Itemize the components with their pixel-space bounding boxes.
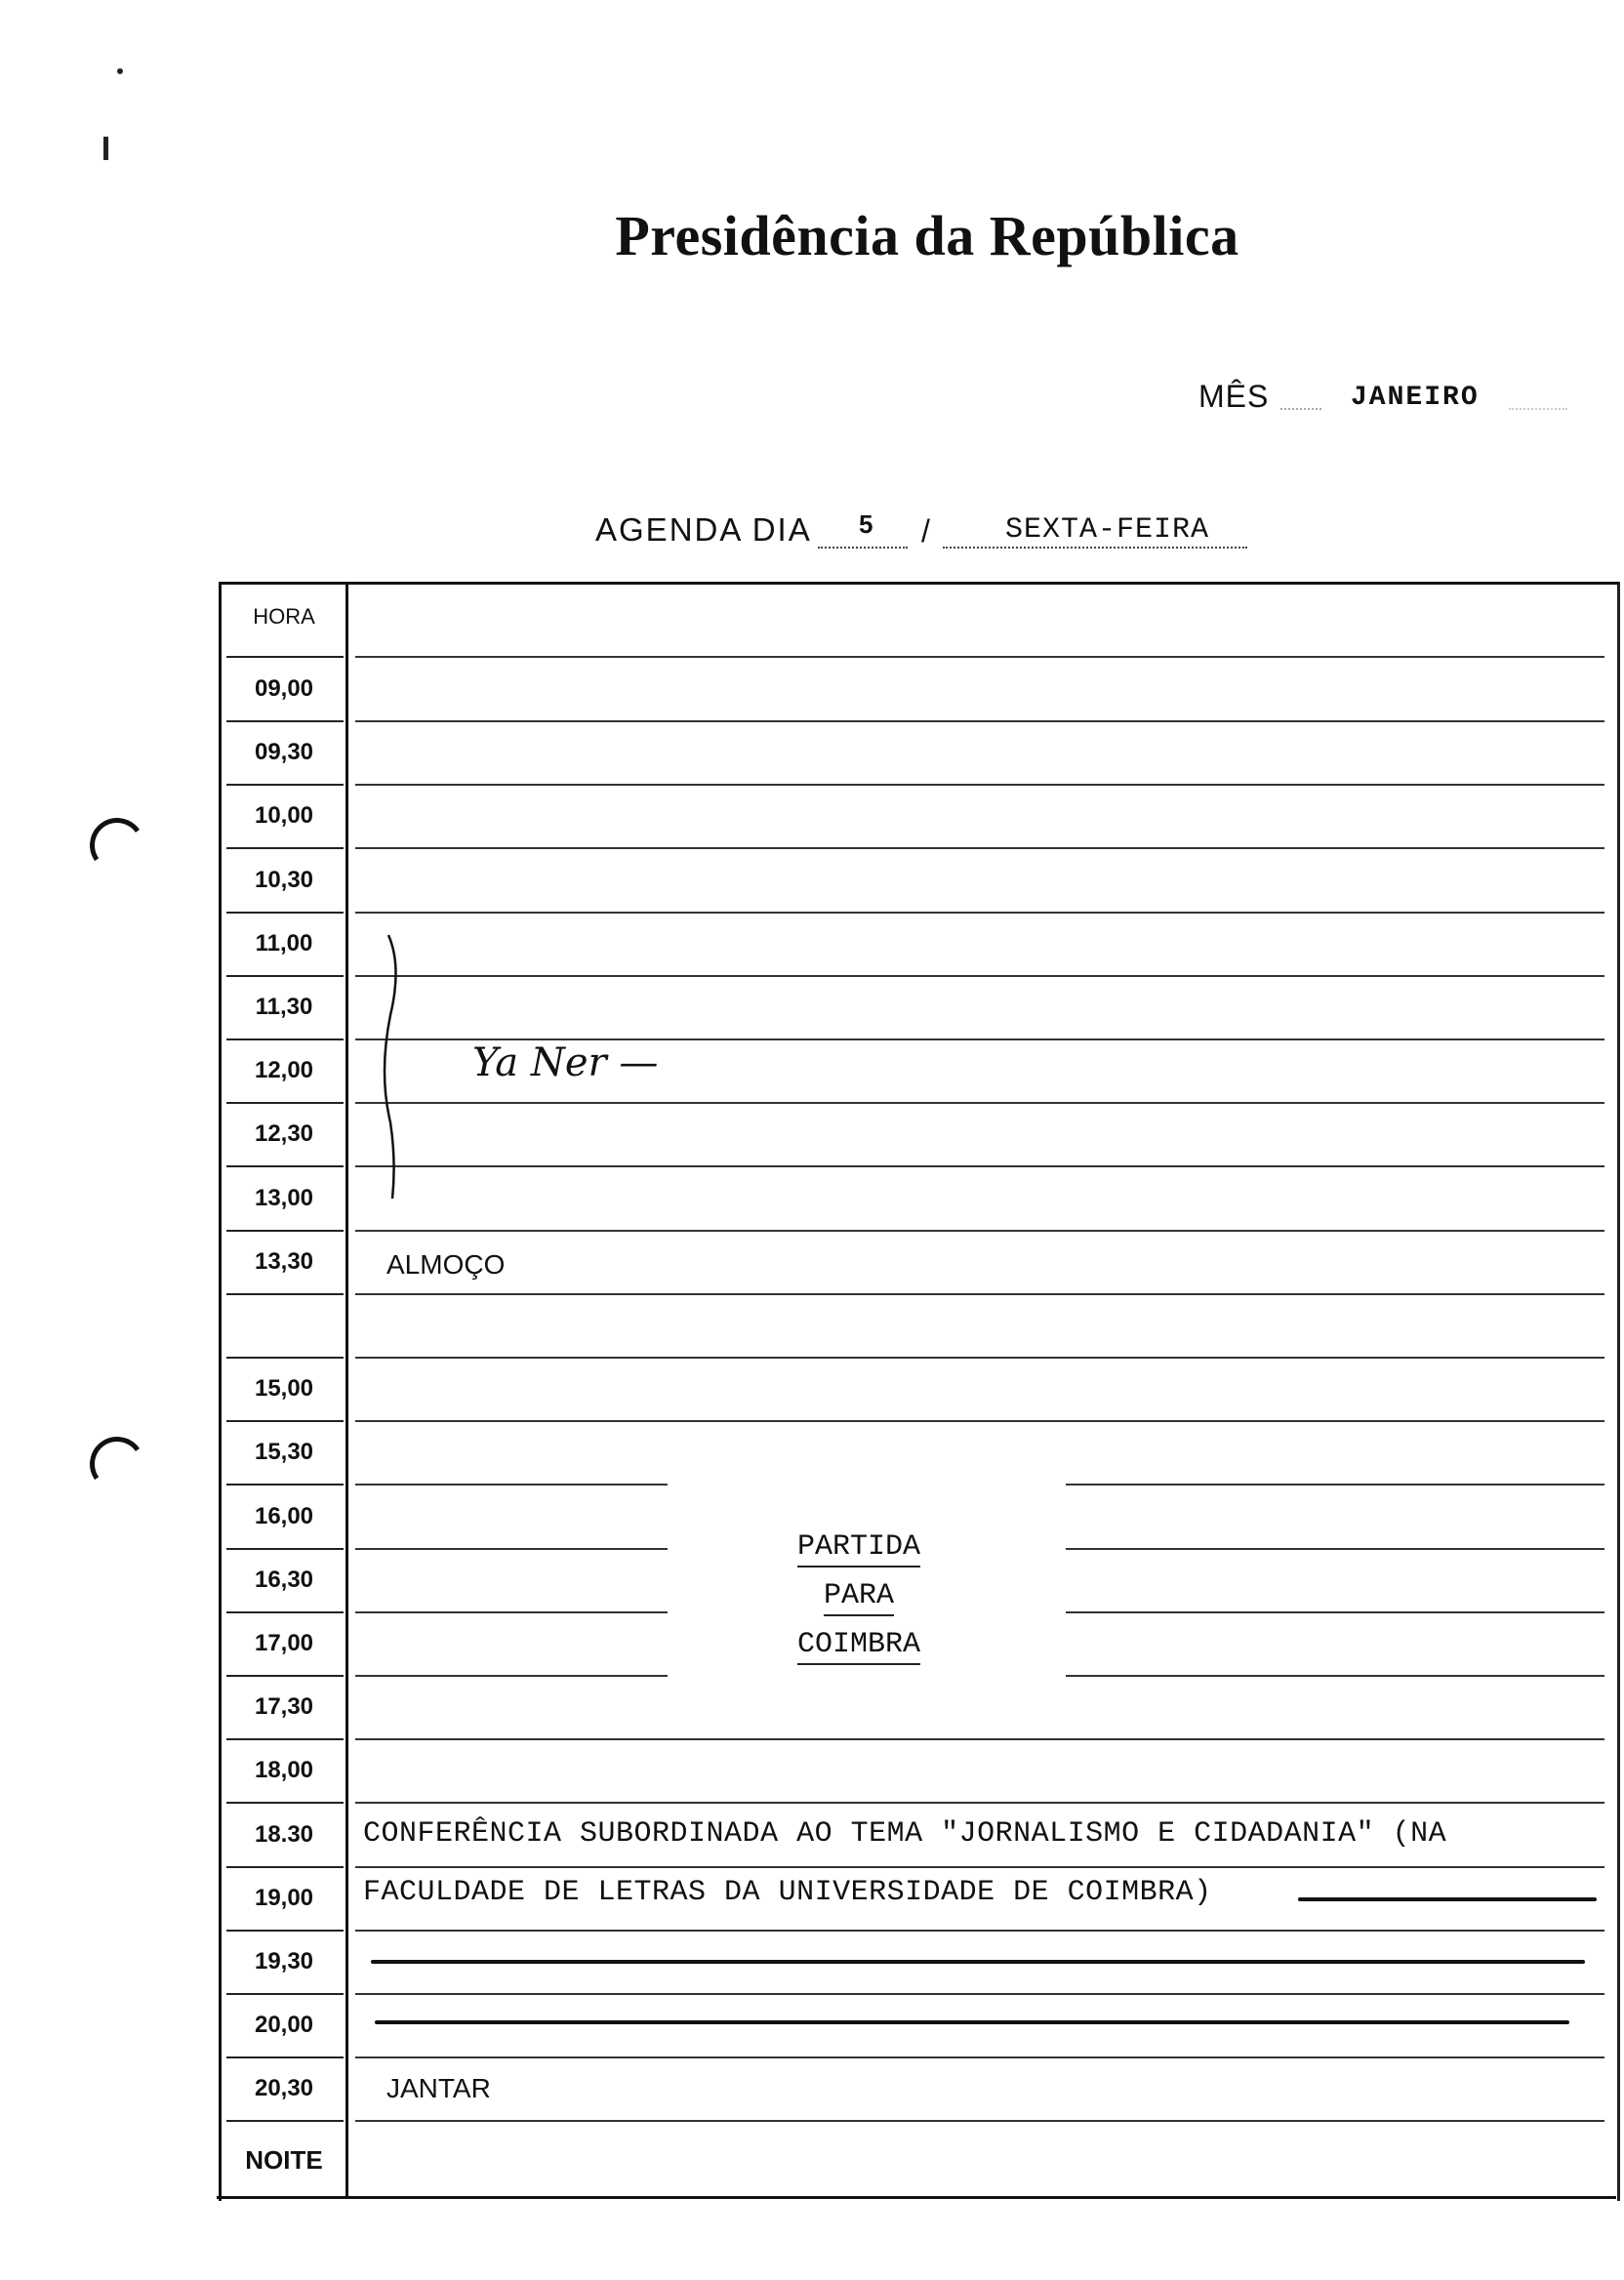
- row-rule: [355, 1293, 1604, 1295]
- row-rule: [355, 784, 1604, 786]
- conference-line-1: CONFERÊNCIA SUBORDINADA AO TEMA "JORNALISMO E CIDADANIA" (NA: [363, 1817, 1447, 1851]
- hour-label: 16,30: [254, 1566, 314, 1593]
- fill-stroke: [371, 1960, 1585, 1964]
- hour-label: 12,00: [254, 1057, 314, 1084]
- row-rule: [355, 1102, 1604, 1104]
- row-rule: [355, 1993, 1604, 1995]
- row-rule: [355, 1802, 1604, 1804]
- date-separator: /: [921, 513, 930, 549]
- row-rule: [355, 2120, 1604, 2122]
- dotted-line: [1280, 408, 1321, 410]
- hour-label: 12,30: [254, 1120, 314, 1148]
- hour-label: 15,00: [254, 1375, 314, 1403]
- agenda-label: AGENDA DIA: [595, 511, 812, 548]
- row-rule: [355, 1420, 1604, 1422]
- punch-mark: [117, 68, 123, 74]
- hour-label: [224, 1294, 344, 1357]
- page-title: Presidência da República: [615, 204, 1239, 267]
- month-label: MÊS: [1198, 379, 1270, 414]
- row-rule: [355, 1548, 668, 1550]
- row-rule: [355, 2056, 1604, 2058]
- hour-label: 10,00: [254, 802, 314, 830]
- hour-label: 13,30: [254, 1247, 314, 1275]
- row-rule: [355, 1930, 1604, 1932]
- hour-rule: [226, 2120, 344, 2122]
- hour-label: 11,30: [255, 994, 313, 1020]
- hour-label: 16,00: [254, 1502, 314, 1529]
- hour-label: 17,00: [254, 1630, 314, 1656]
- row-rule: [355, 1165, 1604, 1167]
- hour-label: 13,00: [254, 1184, 314, 1211]
- row-rule: [355, 1675, 668, 1677]
- binder-hole-mark: [86, 814, 149, 877]
- hour-label: 18.30: [254, 1820, 314, 1848]
- table-bottom-rule: [217, 2196, 1616, 2199]
- column-divider: [345, 584, 348, 2196]
- weekday: SEXTA-FEIRA: [1005, 513, 1210, 547]
- row-rule: [355, 720, 1604, 722]
- hour-label: 17,30: [254, 1693, 314, 1721]
- row-rule: [1066, 1484, 1604, 1486]
- row-rule: [1066, 1611, 1604, 1613]
- dotted-line: [1509, 408, 1567, 410]
- hour-label: 10,30: [254, 866, 314, 893]
- row-rule: [1066, 1548, 1604, 1550]
- row-rule: [355, 975, 1604, 977]
- day-number: 5: [859, 509, 873, 539]
- conference-line-2: FACULDADE DE LETRAS DA UNIVERSIDADE DE COIMBRA): [363, 1876, 1212, 1909]
- dotted-line: [818, 547, 908, 549]
- handwritten-bracket: [371, 927, 410, 1210]
- hour-label: 11,00: [255, 929, 313, 957]
- row-rule: [355, 847, 1604, 849]
- row-rule: [355, 912, 1604, 914]
- row-rule: [1066, 1675, 1604, 1677]
- dinner-entry: JANTAR: [386, 2073, 491, 2103]
- row-rule: [355, 1738, 1604, 1740]
- hour-label: 09,00: [254, 675, 314, 702]
- fill-stroke: [375, 2020, 1569, 2024]
- binder-hole-mark: [86, 1433, 149, 1496]
- lunch-entry: ALMOÇO: [386, 1249, 506, 1280]
- hour-header: HORA: [253, 604, 315, 629]
- month-value: JANEIRO: [1351, 383, 1480, 413]
- departure-line-2: PARA: [742, 1579, 976, 1612]
- row-rule: [355, 1484, 668, 1486]
- hour-label: 19,00: [254, 1884, 314, 1911]
- dotted-line: [943, 547, 1247, 549]
- departure-line-1: PARTIDA: [742, 1530, 976, 1564]
- hour-label: 19,30: [254, 1948, 314, 1975]
- hour-label: 20,00: [254, 2012, 314, 2039]
- row-rule: [355, 1866, 1604, 1868]
- hour-label: 18,00: [254, 1757, 314, 1784]
- handwritten-note: Ya Ner —: [472, 1040, 659, 1085]
- punch-mark: [103, 137, 108, 160]
- row-rule: [355, 1230, 1604, 1232]
- hour-label: 20,30: [254, 2075, 314, 2102]
- fill-stroke: [1298, 1897, 1597, 1901]
- row-rule: [355, 656, 1604, 658]
- hour-label: 15,30: [254, 1439, 314, 1466]
- agenda-table: [219, 582, 1620, 2201]
- row-rule: [355, 1611, 668, 1613]
- night-label: NOITE: [245, 2145, 323, 2175]
- row-rule: [355, 1357, 1604, 1359]
- hour-label: 09,30: [254, 739, 314, 766]
- departure-line-3: COIMBRA: [742, 1628, 976, 1661]
